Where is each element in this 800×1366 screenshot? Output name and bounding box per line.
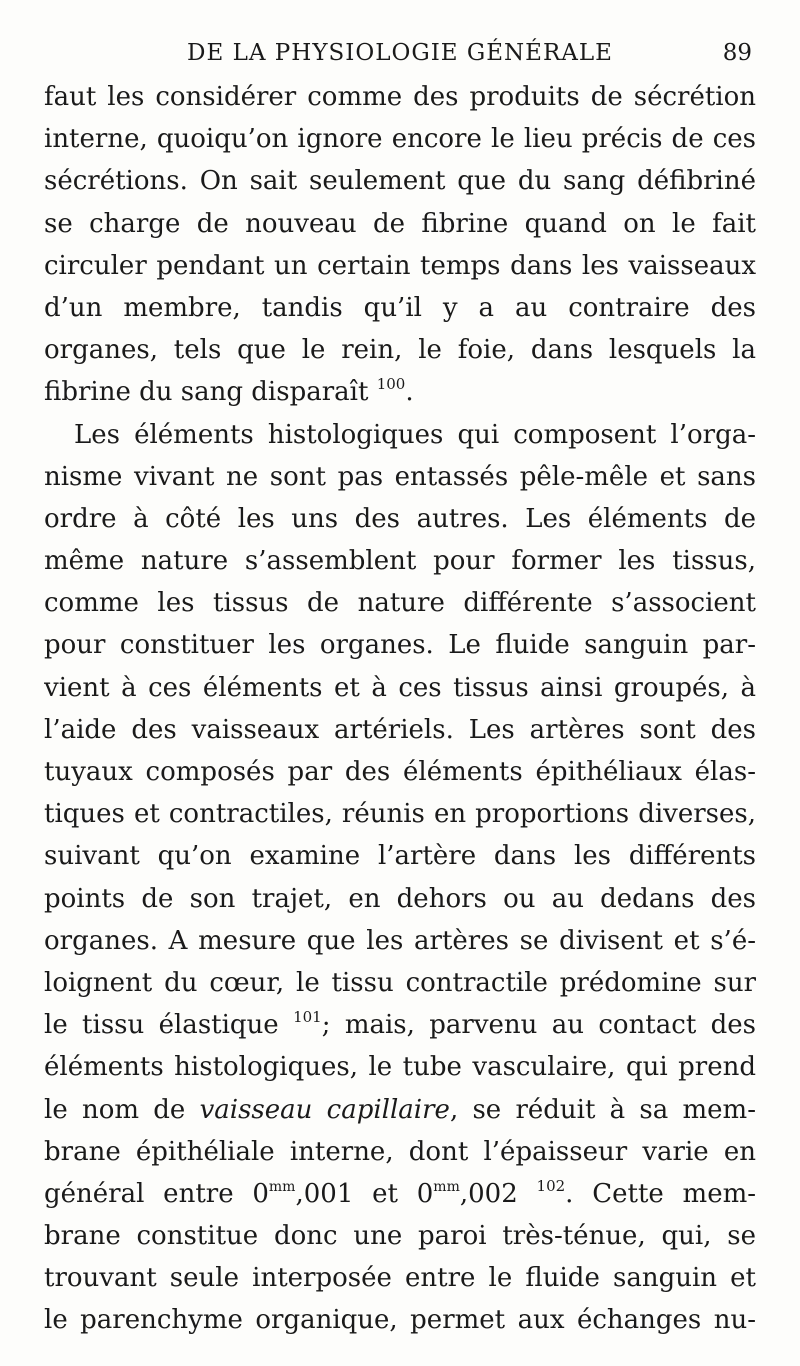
text-line	[44, 835, 756, 877]
footnote-ref: 100	[376, 375, 406, 394]
text-line	[44, 793, 756, 835]
text-span: sécrétions. On sait seulement que du sang défibriné	[44, 166, 756, 197]
text-span: ,002	[459, 1178, 518, 1209]
text-span: même nature s’assemblent pour former les tissus,	[44, 546, 756, 577]
text-span: suivant qu’on examine l’artère dans les différents	[44, 841, 756, 872]
text-span: d’un membre, tandis qu’il y a au contraire des	[44, 292, 756, 323]
text-span: , se réduit à sa mem-	[449, 1094, 756, 1125]
running-title: DE LA PHYSIOLOGIE GÉNÉRALE	[187, 40, 613, 66]
text-span: se charge de nouveau de fibrine quand on le fait	[44, 208, 756, 239]
text-span: points de son trajet, en dehors ou au dedans des	[44, 883, 756, 914]
text-span: Les éléments histologiques qui composent l’orga-	[74, 419, 756, 450]
text-span: faut les considérer comme des produits de sécrétion	[44, 82, 756, 112]
text-line	[44, 371, 756, 413]
text-line	[44, 1173, 756, 1215]
text-span: tuyaux composés par des éléments épithéliaux élas-	[44, 757, 756, 787]
text-span: éléments histologiques, le tube vasculaire, qui prend	[44, 1052, 756, 1083]
text-span: brane constitue donc une paroi très-ténue, qui, se	[44, 1221, 756, 1252]
text-span: brane épithéliale interne, dont l’épaisseur varie en	[44, 1136, 756, 1167]
text-line	[44, 329, 756, 371]
text-span: fibrine du sang disparaît	[44, 377, 369, 408]
text-line	[44, 1215, 756, 1257]
text-line	[44, 245, 756, 287]
text-span: .	[405, 377, 414, 408]
text-line	[44, 1089, 756, 1131]
text-line	[44, 1004, 756, 1046]
text-line	[44, 1257, 756, 1299]
text-line	[44, 118, 756, 160]
text-line	[44, 203, 756, 245]
text-span: comme les tissus de nature différente s’associent	[44, 588, 756, 619]
text-span: pour constituer les organes. Le fluide sanguin par-	[44, 630, 756, 661]
text-span: organes, tels que le rein, le foie, dans lesquels la	[44, 335, 756, 366]
text-line	[44, 878, 756, 920]
text-span: le parenchyme organique, permet aux échanges nu-	[44, 1305, 756, 1336]
text-span: tiques et contractiles, réunis en proportions diverses,	[44, 799, 756, 830]
unit-superscript: mm	[433, 1178, 460, 1195]
text-line	[44, 160, 756, 202]
text-span: général entre 0	[44, 1178, 269, 1209]
footnote-ref: 102	[536, 1176, 566, 1195]
text-line	[44, 76, 756, 118]
text-span: organes. A mesure que les artères se divisent et s’é-	[44, 925, 756, 956]
text-span: interne, quoiqu’on ignore encore le lieu précis de ces	[44, 124, 756, 155]
text-line	[44, 1131, 756, 1173]
text-line	[44, 287, 756, 329]
text-span: trouvant seule interposée entre le fluide sanguin et	[44, 1263, 756, 1294]
paragraph-first-line	[44, 414, 756, 456]
page-number: 89	[722, 40, 752, 66]
text-line	[44, 920, 756, 962]
text-line	[44, 962, 756, 1004]
text-line	[44, 582, 756, 624]
text-line	[44, 1046, 756, 1088]
body-text	[44, 76, 756, 1342]
text-span: . Cette mem-	[565, 1178, 756, 1209]
text-span: circuler pendant un certain temps dans les vaisseaux	[44, 250, 756, 281]
text-span: le nom de	[44, 1094, 186, 1125]
text-line	[44, 709, 756, 751]
text-span: nisme vivant ne sont pas entassés pêle-mêle et sans	[44, 461, 756, 492]
text-line	[44, 751, 756, 793]
italic-term: vaisseau capillaire	[199, 1094, 450, 1125]
text-span: le tissu élastique	[44, 1010, 279, 1041]
text-line	[44, 667, 756, 709]
text-span: l’aide des vaisseaux artériels. Les artères sont des	[44, 714, 756, 745]
text-line	[44, 1299, 756, 1341]
text-line	[44, 540, 756, 582]
unit-superscript: mm	[268, 1178, 296, 1195]
text-span: ,001 et 0	[295, 1178, 434, 1209]
running-head	[44, 36, 756, 70]
text-span: ordre à côté les uns des autres. Les éléments de	[44, 503, 756, 534]
text-line	[44, 624, 756, 666]
text-span: loignent du cœur, le tissu contractile prédomine sur	[44, 967, 756, 998]
text-line	[44, 498, 756, 540]
text-span: ; mais, parvenu au contact des	[321, 1010, 756, 1041]
text-line	[44, 456, 756, 498]
text-span: vient à ces éléments et à ces tissus ainsi groupés, à	[44, 672, 756, 703]
footnote-ref: 101	[293, 1008, 322, 1027]
